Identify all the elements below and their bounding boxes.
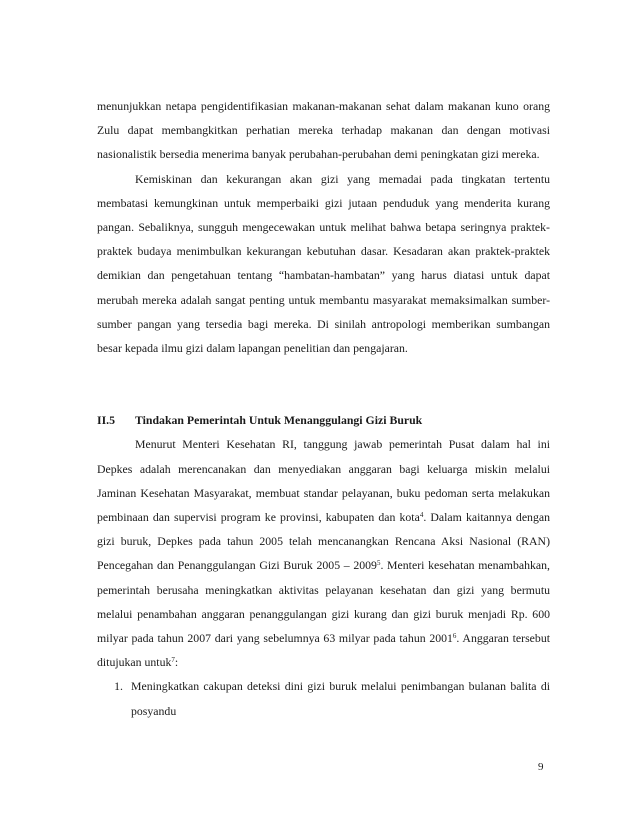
- footnote-ref-5: 5: [376, 559, 381, 568]
- list-item: [97, 674, 550, 722]
- paragraph-zulu: menunjukkan netapa pengidentifikasian makanan-makanan sehat dalam makanan kuno orang Zulu dapat membangkitkan perhatian mereka terhadap makanan dan dengan motivasi nasionalistik bersedia menerima banyak perubahan-perubahan demi peningkatan gizi mereka.: [97, 99, 550, 162]
- section-number: II.5: [97, 413, 116, 428]
- paragraph-menteri-text-5: :: [174, 655, 179, 670]
- list-item-marker: 1.: [114, 679, 123, 694]
- section-title: Tindakan Pemerintah Untuk Menanggulangi Gizi Buruk: [135, 413, 423, 428]
- paragraph-menteri-text-2: . Dalam kaitannya dengan gizi buruk, Depkes pada tahun 2005 telah mencanangkan Rencana Aksi Nasional (RAN) Pencegahan dan Penanggulangan Gizi Buruk 2005 – 2009: [97, 510, 550, 573]
- paragraph-menteri: [97, 432, 550, 674]
- list-item-text: Meningkatkan cakupan deteksi dini gizi buruk melalui penimbangan bulanan balita di posyandu: [131, 679, 550, 718]
- paragraph-menteri-text-3: . Menteri kesehatan menambahkan, pemerintah berusaha meningkatkan aktivitas pelayanan kesehatan dan gizi yang bermutu melalui penambahan anggaran penanggulangan gizi kurang dan gizi buruk menjadi Rp. 600 milyar pada tahun 2007 dari yang sebelumnya 63 milyar pada tahun 2001: [97, 558, 550, 646]
- budget-list: [97, 674, 550, 722]
- paragraph-menteri-text-1: Menurut Menteri Kesehatan RI, tanggung jawab pemerintah Pusat dalam hal ini Depkes adalah merencanakan dan menyediakan anggaran bagi keluarga miskin melalui Jaminan Kesehatan Masyarakat, membuat standar pelayanan, buku pedoman serta melakukan pembinaan dan supervisi program ke provinsi, kabupaten dan kota: [97, 437, 550, 525]
- paragraph-menteri-text-4: . Anggaran tersebut ditujukan untuk: [97, 631, 550, 670]
- page-content: [97, 94, 550, 723]
- footnote-ref-4: 4: [419, 511, 424, 520]
- paragraph-kemiskinan: Kemiskinan dan kekurangan akan gizi yang memadai pada tingkatan tertentu membatasi kemungkinan untuk memperbaiki gizi jutaan penduduk yang menderita kurang pangan. Sebaliknya, sungguh mengecewakan untuk melihat bahwa betapa seringnya praktek-praktek budaya menimbulkan kekurangan kebutuhan dasar. Kesadaran akan praktek-praktek demikian dan pengetahuan tentang “hambatan-hambatan” yang harus diatasi untuk dapat merubah mereka adalah sangat penting untuk membantu masyarakat memaksimalkan sumber-sumber pangan yang tersedia bagi mereka. Di sinilah antropologi memberikan sumbangan besar kepada ilmu gizi dalam lapangan penelitian dan pengajaran.: [97, 171, 550, 356]
- section-spacer: [97, 360, 550, 408]
- footnote-ref-7: 7: [171, 656, 175, 665]
- footnote-ref-6: 6: [452, 632, 457, 641]
- section-heading: [97, 408, 550, 432]
- page-number: 9: [538, 761, 544, 773]
